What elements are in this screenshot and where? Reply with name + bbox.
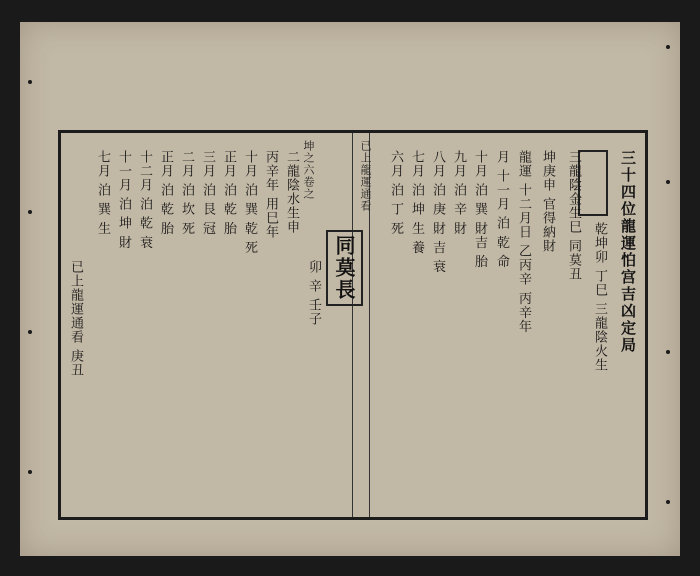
binding-hole — [28, 210, 32, 214]
text-column: 十月 泊 巽 財吉 胎 — [472, 150, 487, 269]
text-column: 正月 泊 乾 胎 — [221, 150, 236, 236]
text-column: 十二月 泊 乾 衰 — [137, 150, 152, 250]
binding-hole — [28, 470, 32, 474]
text-column: 丙辛年 用巳年 — [263, 150, 278, 240]
section-title: 同莫長 — [326, 230, 363, 306]
binding-hole — [28, 80, 32, 84]
text-column: 月 十一月 泊 乾 命 — [494, 150, 509, 269]
binding-hole — [666, 500, 670, 504]
page-title: 三十四位龍運怕宫吉凶定局 — [619, 150, 637, 354]
binding-hole — [666, 180, 670, 184]
binding-hole — [666, 350, 670, 354]
text-column: 乾坤卯 丁巳 三龍陰火生 — [592, 222, 607, 373]
text-column: 正月 泊 乾 胎 — [158, 150, 173, 236]
text-column: 八月 泊 庚 財 吉 衰 — [430, 150, 445, 274]
binding-hole — [28, 330, 32, 334]
text-column: 十月 泊 巽 乾 死 — [242, 150, 257, 255]
text-column: 二月 泊 坎 死 — [179, 150, 194, 236]
text-column: 卯 辛 壬子 — [306, 260, 321, 327]
center-label-left: 坤之六卷之 — [302, 140, 315, 200]
text-column: 三月 泊 艮 冠 — [200, 150, 215, 236]
text-column: 三龍陰金生巳 同莫丑 — [566, 150, 581, 282]
text-column: 十一月 泊 坤 財 — [116, 150, 131, 250]
text-column: 已上龍運通看 庚丑 — [68, 260, 83, 378]
text-column: 七月 泊 坤 生 養 — [409, 150, 424, 255]
text-column: 七月 泊 巽 生 — [95, 150, 110, 236]
text-column: 九月 泊 辛 財 — [451, 150, 466, 236]
center-label-right: 已上龍運通看 — [359, 140, 372, 212]
binding-hole — [666, 45, 670, 49]
text-column: 坤庚申 官得納財 — [540, 150, 555, 254]
heading-box — [578, 150, 608, 216]
text-column: 二龍陰水生申 — [284, 150, 299, 234]
text-column: 龍運 十二月日 乙丙辛 丙辛年 — [516, 150, 531, 334]
text-column: 六月 泊 丁 死 — [388, 150, 403, 236]
